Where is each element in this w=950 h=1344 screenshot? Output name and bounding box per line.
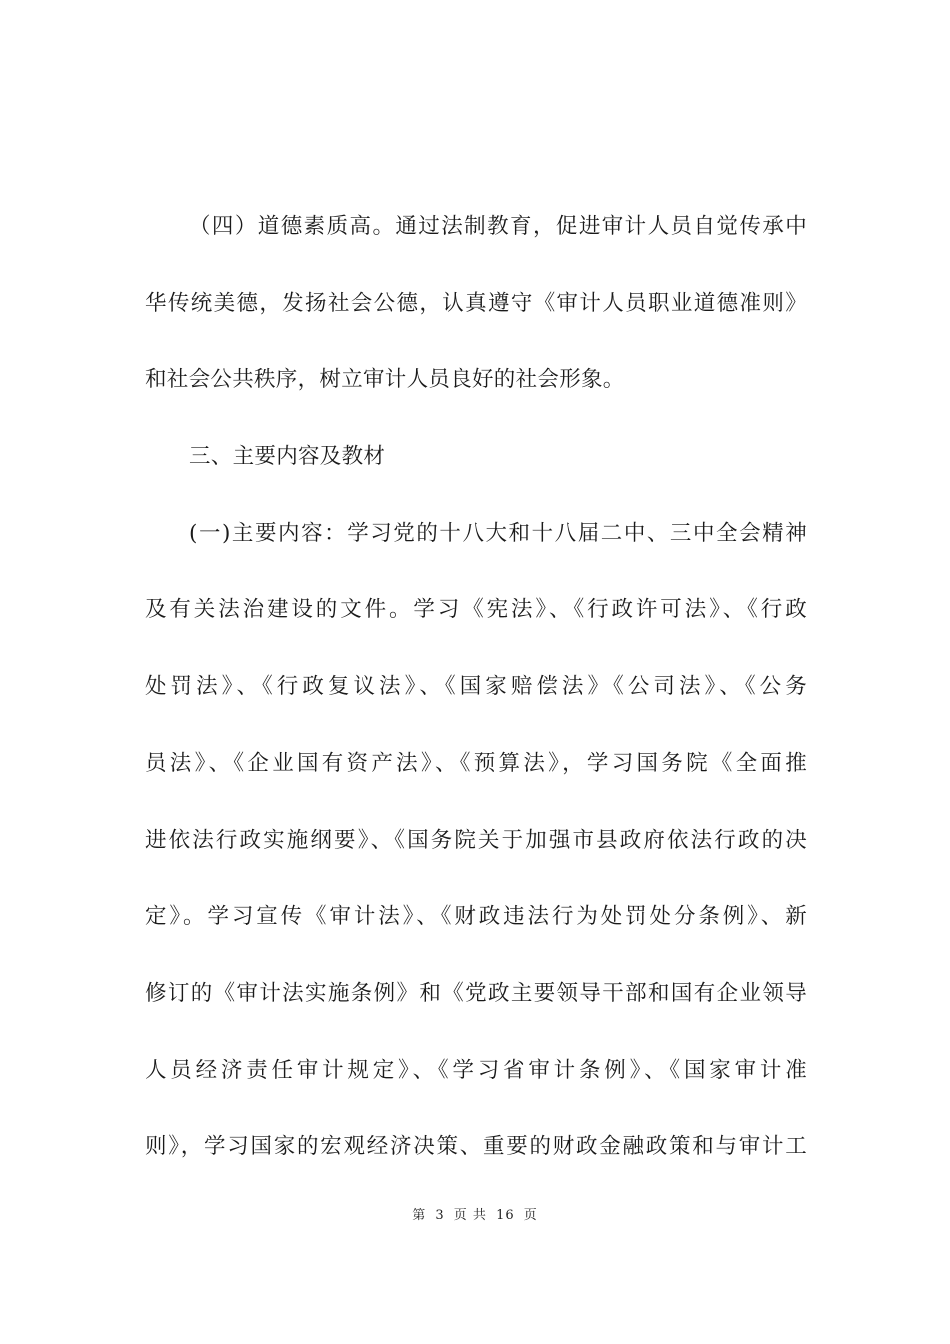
text-line: 修订的《审计法实施条例》和《党政主要领导干部和国有企业领导: [145, 980, 807, 1006]
footer-suffix: 页: [523, 1208, 538, 1223]
text-line: (一)主要内容：学习党的十八大和十八届二中、三中全会精神: [189, 520, 807, 546]
text-line: 定》。学习宣传《审计法》、《财政违法行为处罚处分条例》、新: [145, 904, 807, 930]
text-line: 处罚法》、《行政复议法》、《国家赔偿法》《公司法》、《公务: [145, 674, 807, 700]
footer-mid: 页 共: [453, 1208, 487, 1223]
total-pages-number: 16: [496, 1208, 515, 1223]
page-footer: [0, 1206, 950, 1226]
body-text: [145, 202, 807, 1199]
current-page-number: 3: [435, 1208, 445, 1223]
text-line: 人员经济责任审计规定》、《学习省审计条例》、《国家审计准: [145, 1057, 807, 1083]
text-line: 则》，学习国家的宏观经济决策、重要的财政金融政策和与审计工: [145, 1134, 807, 1160]
footer-prefix: 第: [412, 1208, 427, 1223]
text-line: （四）道德素质高。通过法制教育，促进审计人员自觉传承中: [189, 214, 807, 239]
text-line: 及有关法治建设的文件。学习《宪法》、《行政许可法》、《行政: [145, 597, 807, 623]
section-heading: 三、主要内容及教材: [189, 444, 386, 470]
text-line: 和社会公共秩序，树立审计人员良好的社会形象。: [145, 367, 625, 393]
text-line: 进依法行政实施纲要》、《国务院关于加强市县政府依法行政的决: [145, 827, 807, 853]
text-line: 华传统美德，发扬社会公德，认真遵守《审计人员职业道德准则》: [145, 290, 807, 316]
text-line: 员法》、《企业国有资产法》、《预算法》，学习国务院《全面推: [145, 750, 807, 776]
